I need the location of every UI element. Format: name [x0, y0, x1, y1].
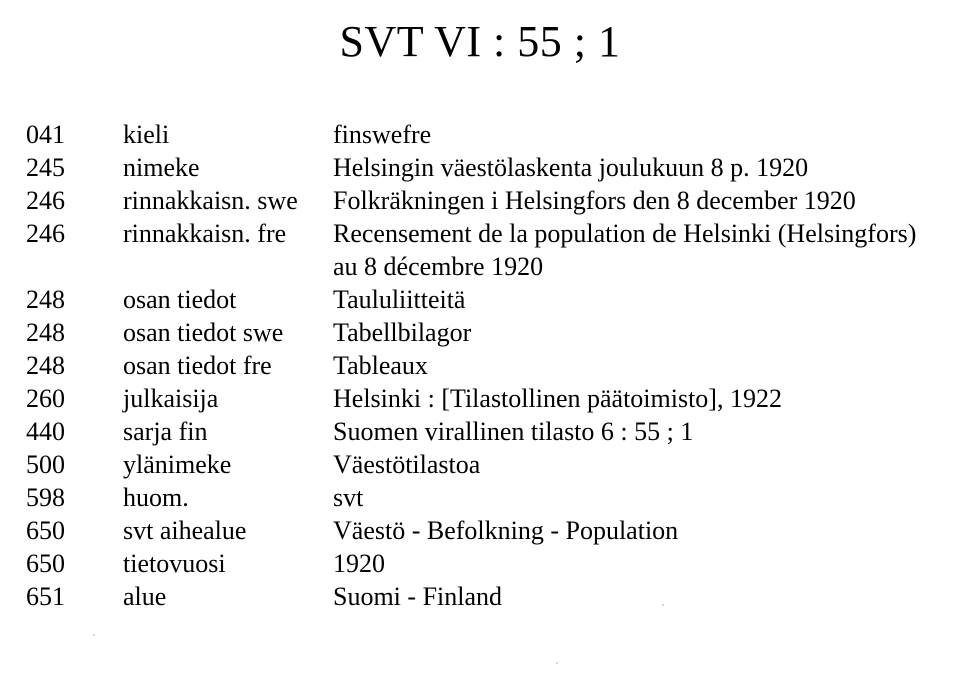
field-value-line: Recensement de la population de Helsinki (Helsingfors): [333, 219, 917, 248]
field-code: 651: [26, 582, 65, 611]
field-label: huom.: [123, 483, 189, 512]
field-value: Suomen virallinen tilasto 6 : 55 ; 1: [333, 417, 694, 446]
field-label: osan tiedot: [123, 285, 237, 314]
record-row: [0, 415, 960, 448]
record-row: [0, 448, 960, 481]
record-row: [0, 118, 960, 151]
field-label: osan tiedot swe: [123, 318, 284, 347]
field-code: 041: [26, 120, 65, 149]
field-value: 1920: [333, 549, 385, 578]
field-value: Väestötilastoa: [333, 450, 481, 479]
field-code: 248: [26, 285, 65, 314]
field-code: 245: [26, 153, 65, 182]
field-label: ylänimeke: [123, 450, 232, 479]
field-value: Helsinki : [Tilastollinen päätoimisto], 1922: [333, 384, 782, 413]
scan-speck: [556, 662, 558, 664]
field-code: 260: [26, 384, 65, 413]
field-label: julkaisija: [123, 384, 219, 413]
field-value: Taululiitteitä: [333, 285, 466, 314]
field-label: svt aihealue: [123, 516, 247, 545]
scan-speck: [662, 604, 664, 606]
field-label: kieli: [123, 120, 170, 149]
field-label: rinnakkaisn. fre: [123, 219, 287, 248]
page-title: SVT VI : 55 ; 1: [339, 17, 621, 66]
field-code: 650: [26, 549, 65, 578]
field-code: 246: [26, 219, 65, 248]
field-code: 500: [26, 450, 65, 479]
field-code: 440: [26, 417, 65, 446]
field-label: rinnakkaisn. swe: [123, 186, 298, 215]
field-code: 650: [26, 516, 65, 545]
field-value: finswefre: [333, 120, 432, 149]
field-label: nimeke: [123, 153, 200, 182]
field-label: osan tiedot fre: [123, 351, 272, 380]
catalog-record: [0, 118, 960, 613]
record-row: [0, 349, 960, 382]
record-row: [0, 283, 960, 316]
field-value: Suomi - Finland: [333, 582, 503, 611]
record-row: [0, 481, 960, 514]
record-row: [0, 184, 960, 217]
record-row: [0, 580, 960, 613]
field-code: 598: [26, 483, 65, 512]
record-row: [0, 217, 960, 283]
field-value: Tableaux: [333, 351, 428, 380]
field-value-continuation: au 8 décembre 1920: [333, 252, 544, 281]
field-value: Väestö - Befolkning - Population: [333, 516, 679, 545]
record-row: [0, 316, 960, 349]
field-label: sarja fin: [123, 417, 208, 446]
field-value: svt: [333, 483, 364, 512]
field-code: 248: [26, 351, 65, 380]
field-code: 246: [26, 186, 65, 215]
field-label: tietovuosi: [123, 549, 226, 578]
record-row: [0, 382, 960, 415]
field-value: Helsingin väestölaskenta joulukuun 8 p. 1920: [333, 153, 809, 182]
field-code: 248: [26, 318, 65, 347]
record-row: [0, 514, 960, 547]
record-row: [0, 547, 960, 580]
field-label: alue: [123, 582, 167, 611]
record-row: [0, 151, 960, 184]
field-value: Tabellbilagor: [333, 318, 472, 347]
field-value: Folkräkningen i Helsingfors den 8 december 1920: [333, 186, 856, 215]
field-value: [333, 217, 916, 283]
scan-speck: [93, 634, 95, 636]
